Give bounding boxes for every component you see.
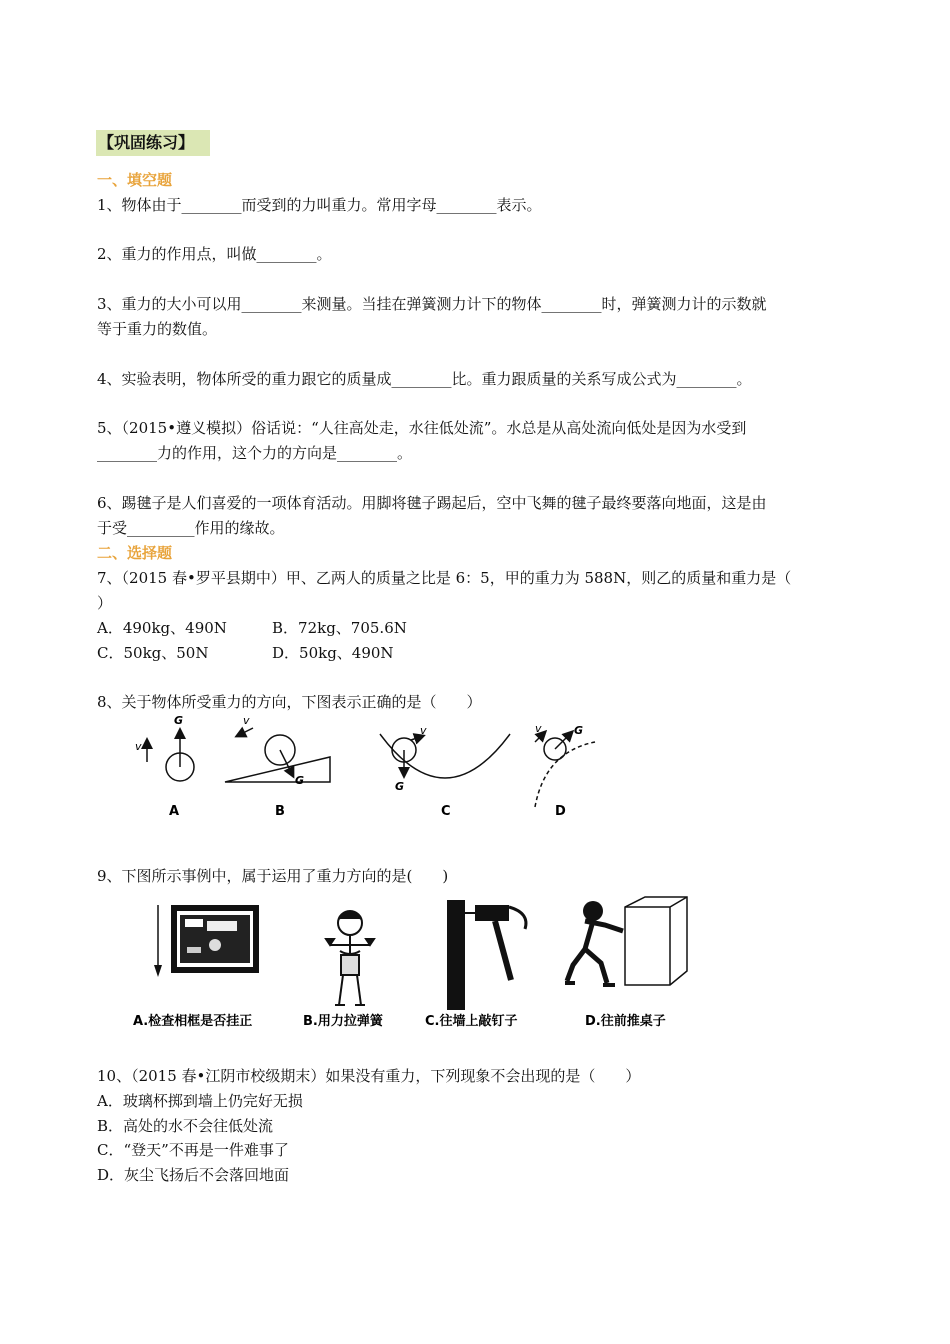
caption-d: D.往前推桌子 <box>585 1014 666 1029</box>
velocity-label: v <box>535 722 542 735</box>
question-7-option-c: C．50kg、50N <box>97 644 209 662</box>
question-1: 1、物体由于________而受到的力叫重力。常用字母________表示。 <box>97 196 542 214</box>
caption-a: A.检查相框是否挂正 <box>133 1014 253 1029</box>
option-a-diagram <box>135 714 194 819</box>
example-d-pushing-table <box>565 897 687 985</box>
question-5-line-2: ________力的作用，这个力的方向是________。 <box>97 444 413 462</box>
option-c-diagram <box>380 724 510 819</box>
question-10-option-a: A．玻璃杯掷到墙上仍完好无损 <box>97 1092 303 1110</box>
gravity-label: G <box>174 714 184 727</box>
question-4: 4、实验表明，物体所受的重力跟它的质量成________比。重力跟质量的关系写成公式为________。 <box>97 370 752 388</box>
question-10-option-b: B．高处的水不会往低处流 <box>97 1117 274 1135</box>
question-6-line-2: 于受_________作用的缘故。 <box>97 519 285 537</box>
option-d-diagram <box>535 722 595 819</box>
question-10: 10、（2015 春•江阴市校级期末）如果没有重力，下列现象不会出现的是（ ） <box>97 1067 641 1085</box>
question-7-option-d: D．50kg、490N <box>272 644 394 662</box>
question-7-line-2: ） <box>97 594 113 612</box>
question-5-line-1: 5、（2015•遵义模拟）俗话说：“人往高处走，水往低处流”。水总是从高处流向低处是因为水受到 <box>97 419 747 437</box>
gravity-examples-figure <box>125 885 705 1035</box>
question-10-option-c: C．“登天”不再是一件难事了 <box>97 1141 289 1159</box>
question-7-line-1: 7、（2015 春•罗平县期中）甲、乙两人的质量之比是 6：5，甲的重力为 588N，则乙的质量和重力是（ <box>97 569 792 587</box>
velocity-label: v <box>135 740 142 753</box>
question-9: 9、下图所示事例中，属于运用了重力方向的是( ) <box>97 867 449 885</box>
question-7-option-b: B．72kg、705.6N <box>272 619 407 637</box>
option-a-label: A <box>169 804 180 819</box>
gravity-label: G <box>295 774 305 787</box>
question-3-line-1: 3、重力的大小可以用________来测量。当挂在弹簧测力计下的物体________时，弹簧测力计的示数就 <box>97 295 767 313</box>
section-heading-choice: 二、选择题 <box>97 544 173 562</box>
option-b-label: B <box>275 804 285 819</box>
example-captions <box>133 1013 666 1029</box>
gravity-label: G <box>574 724 584 737</box>
question-3-line-2: 等于重力的数值。 <box>97 320 218 338</box>
velocity-label: v <box>243 714 250 727</box>
example-c-hammering-nail <box>447 900 526 1010</box>
question-8: 8、关于物体所受重力的方向，下图表示正确的是（ ） <box>97 693 482 711</box>
question-2: 2、重力的作用点，叫做________。 <box>97 245 332 263</box>
question-6-line-1: 6、踢毽子是人们喜爱的一项体育活动。用脚将毽子踢起后，空中飞舞的毽子最终要落向地面，这是由 <box>97 494 767 512</box>
caption-c: C.往墙上敲钉子 <box>425 1014 518 1029</box>
section-heading-fill-in: 一、填空题 <box>97 171 173 189</box>
example-a-picture-frame <box>154 905 259 977</box>
gravity-label: G <box>395 780 405 793</box>
section-banner: 【巩固练习】 <box>96 130 210 156</box>
question-10-option-d: D．灰尘飞扬后不会落回地面 <box>97 1166 290 1184</box>
example-b-pulling-spring <box>326 911 374 1005</box>
question-7-option-a: A．490kg、490N <box>97 619 227 637</box>
gravity-direction-figure <box>125 712 605 822</box>
caption-b: B.用力拉弹簧 <box>303 1014 383 1029</box>
option-b-diagram <box>225 714 330 819</box>
option-d-label: D <box>555 804 566 819</box>
option-c-label: C <box>441 804 451 819</box>
velocity-label: v <box>420 724 427 737</box>
